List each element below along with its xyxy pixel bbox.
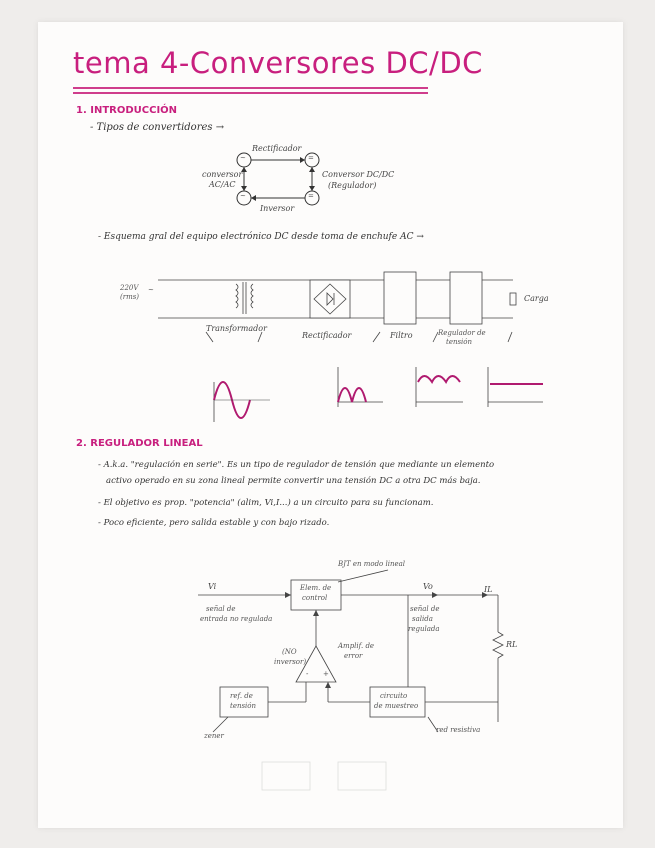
label-control-2: control: [302, 594, 328, 602]
label-output-3: regulada: [408, 625, 440, 633]
notes-page: [38, 22, 623, 828]
label-regulador-2: tensión: [446, 338, 473, 346]
section-heading-regulador-lineal: 2. REGULADOR LINEAL: [76, 438, 203, 449]
label-ref-2: tensión: [230, 702, 257, 710]
label-regulador-1: Regulador de: [438, 329, 486, 337]
label-ac-ac-1: conversor: [202, 170, 243, 179]
bullet-tipos-convertidores: - Tipos de convertidores →: [90, 122, 225, 133]
dc-symbol-top-right: =: [308, 154, 314, 162]
label-sample-1: circuito: [380, 692, 408, 700]
source-voltage-1: 220V: [120, 284, 139, 292]
label-no-inversor-2: inversor): [274, 658, 307, 666]
label-transformador: Transformador: [206, 324, 267, 333]
label-red-resistiva: red resistiva: [436, 726, 481, 734]
label-rl: RL: [506, 640, 518, 649]
ac-symbol-top-left: ~: [240, 154, 246, 162]
label-rectificador-chain: Rectificador: [302, 331, 352, 340]
label-inversor: Inversor: [260, 204, 295, 213]
bullet-esquema: - Esquema gral del equipo electrónico DC desde toma de enchufe AC →: [98, 232, 424, 242]
label-sample-2: de muestreo: [374, 702, 419, 710]
dc-symbol-bottom-right: =: [308, 192, 314, 200]
label-vo: Vo: [423, 582, 433, 591]
page-title: tema 4-Conversores DC/DC: [73, 46, 483, 80]
bullet-objetivo: - El objetivo es prop. "potencia" (alim, Vi,I...) a un circuito para su funcionam.: [98, 498, 434, 508]
ac-symbol-bottom-left: ~: [240, 192, 246, 200]
source-voltage-2: (rms): [120, 293, 140, 301]
label-il: IL: [484, 585, 493, 594]
label-amp-2: error: [344, 652, 363, 660]
bullet-eficiencia: - Poco eficiente, pero salida estable y con bajo rizado.: [98, 518, 330, 528]
section-heading-introduccion: 1. INTRODUCCIÓN: [76, 105, 178, 116]
label-input-2: entrada no regulada: [200, 615, 273, 623]
label-amp-1: Amplif. de: [338, 642, 375, 650]
label-filtro: Filtro: [390, 331, 413, 340]
label-vi: Vi: [208, 582, 217, 591]
label-minus: -: [306, 670, 309, 678]
label-output-2: salida: [412, 615, 433, 623]
linear-regulator-circuit: [38, 22, 623, 828]
label-output-1: señal de: [410, 605, 440, 613]
label-ref-1: ref. de: [230, 692, 253, 700]
label-zener: zener: [204, 732, 224, 740]
label-ac-ac-2: AC/AC: [209, 180, 236, 189]
label-bjt: BJT en modo lineal: [338, 560, 406, 568]
label-carga: Carga: [524, 294, 549, 303]
bullet-aka-1: - A.k.a. "regulación en serie". Es un tipo de regulador de tensión que mediante un elemento: [98, 460, 495, 470]
label-input-1: señal de: [206, 605, 236, 613]
label-dc-dc-2: (Regulador): [328, 181, 377, 190]
label-control-1: Elem. de: [300, 584, 332, 592]
label-dc-dc-1: Conversor DC/DC: [322, 170, 395, 179]
label-plus: +: [323, 670, 329, 678]
label-no-inversor-1: (NO: [282, 648, 297, 656]
source-ac-symbol: ~: [148, 286, 154, 294]
bullet-aka-2: activo operado en su zona lineal permite convertir una tensión DC a otra DC más baja.: [106, 476, 481, 486]
label-rectificador: Rectificador: [252, 144, 302, 153]
